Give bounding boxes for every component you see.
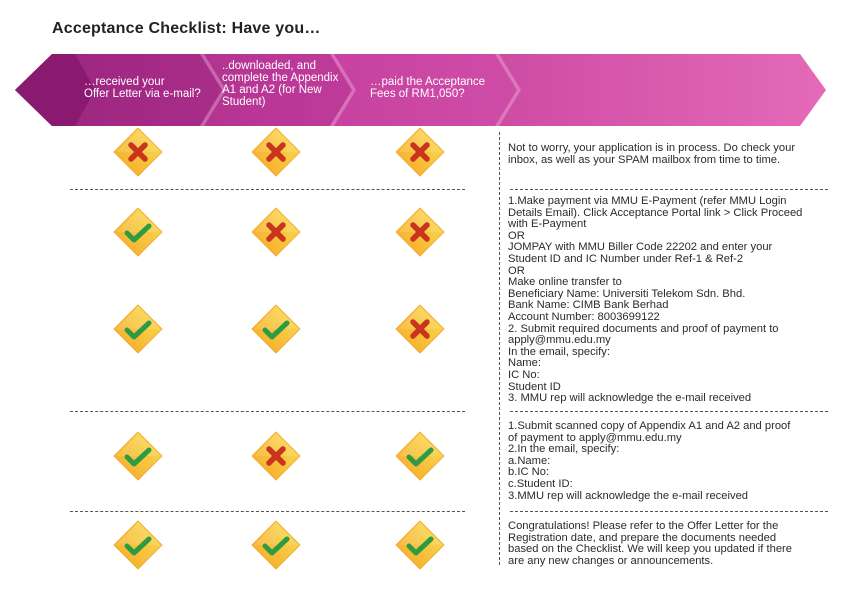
description-line: Beneficiary Name: Universiti Telekom Sdn. Bhd. bbox=[508, 287, 746, 300]
header-step-2-line: complete the Appendix bbox=[222, 72, 339, 84]
status-cross-diamond bbox=[250, 430, 302, 482]
description-line: 3. MMU rep will acknowledge the e-mail received bbox=[508, 392, 752, 405]
description-line: JOMPAY with MMU Biller Code 22202 and enter your bbox=[508, 241, 773, 254]
header-step-1 bbox=[84, 76, 214, 100]
header-step-2-line: A1 and A2 (for New bbox=[222, 84, 322, 96]
status-check-diamond bbox=[250, 519, 302, 571]
status-check-diamond bbox=[112, 206, 164, 258]
status-cross-diamond bbox=[394, 126, 446, 178]
description-line: IC No: bbox=[508, 368, 540, 381]
row-divider bbox=[70, 189, 465, 190]
description-line: are any new changes or announcements. bbox=[508, 554, 714, 567]
description-line: inbox, as well as your SPAM mailbox from time to time. bbox=[508, 153, 781, 166]
page-title: Acceptance Checklist: Have you… bbox=[52, 20, 321, 37]
header-ribbon bbox=[0, 0, 842, 140]
row-divider bbox=[510, 411, 828, 412]
description-line: 2. Submit required documents and proof of payment to bbox=[508, 322, 779, 335]
description-line: apply@mmu.edu.my bbox=[508, 334, 611, 347]
status-check-diamond bbox=[394, 519, 446, 571]
header-step-3-line: …paid the Acceptance bbox=[370, 76, 486, 88]
header-step-2-line: ..downloaded, and bbox=[222, 60, 316, 72]
description-line: Registration date, and prepare the documents needed bbox=[508, 531, 777, 544]
row-4-description bbox=[508, 421, 828, 502]
description-line: of payment to apply@mmu.edu.my bbox=[508, 431, 682, 444]
description-line: 1.Submit scanned copy of Appendix A1 and A2 and proof bbox=[508, 420, 791, 432]
description-line: Make online transfer to bbox=[508, 276, 622, 289]
description-line: OR bbox=[508, 229, 525, 242]
row-divider bbox=[70, 411, 465, 412]
status-cross-diamond bbox=[250, 126, 302, 178]
header-step-1-line: …received your bbox=[84, 76, 165, 88]
status-check-diamond bbox=[394, 430, 446, 482]
description-line: b.IC No: bbox=[508, 466, 550, 479]
status-cross-diamond bbox=[250, 206, 302, 258]
column-divider bbox=[499, 132, 500, 565]
header-step-2-line: Student) bbox=[222, 96, 266, 108]
description-line: OR bbox=[508, 264, 525, 277]
description-line: a.Name: bbox=[508, 454, 551, 467]
description-line: 1.Make payment via MMU E-Payment (refer MMU Login bbox=[508, 195, 787, 207]
status-check-diamond bbox=[112, 430, 164, 482]
description-line: Student ID bbox=[508, 380, 561, 393]
description-line: Account Number: 8003699122 bbox=[508, 310, 660, 323]
description-line: based on the Checklist. We will keep you updated if there bbox=[508, 543, 792, 556]
description-line: with E-Payment bbox=[508, 218, 587, 231]
row-divider bbox=[510, 511, 828, 512]
status-cross-diamond bbox=[394, 206, 446, 258]
description-line: Not to worry, your application is in process. Do check your bbox=[508, 142, 796, 154]
status-check-diamond bbox=[250, 303, 302, 355]
description-line: c.Student ID: bbox=[508, 477, 573, 490]
header-step-3 bbox=[370, 76, 505, 100]
description-line: Congratulations! Please refer to the Offer Letter for the bbox=[508, 520, 779, 532]
status-check-diamond bbox=[112, 519, 164, 571]
header-step-1-line: Offer Letter via e-mail? bbox=[84, 88, 201, 100]
description-line: Student ID and IC Number under Ref-1 & Ref-2 bbox=[508, 252, 744, 265]
row-1-description bbox=[508, 143, 828, 166]
description-line: In the email, specify: bbox=[508, 345, 610, 358]
status-cross-diamond bbox=[394, 303, 446, 355]
row-2-description bbox=[508, 196, 828, 405]
description-line: 3.MMU rep will acknowledge the e-mail received bbox=[508, 489, 749, 502]
status-cross-diamond bbox=[112, 126, 164, 178]
description-line: Details Email). Click Acceptance Portal link > Click Proceed bbox=[508, 206, 803, 219]
status-check-diamond bbox=[112, 303, 164, 355]
description-line: 2.In the email, specify: bbox=[508, 443, 620, 456]
header-step-2 bbox=[222, 60, 352, 108]
description-line: Bank Name: CIMB Bank Berhad bbox=[508, 299, 669, 312]
row-divider bbox=[510, 189, 828, 190]
header-step-3-line: Fees of RM1,050? bbox=[370, 88, 465, 100]
row-divider bbox=[70, 511, 465, 512]
row-5-description bbox=[508, 521, 828, 567]
description-line: Name: bbox=[508, 357, 541, 370]
